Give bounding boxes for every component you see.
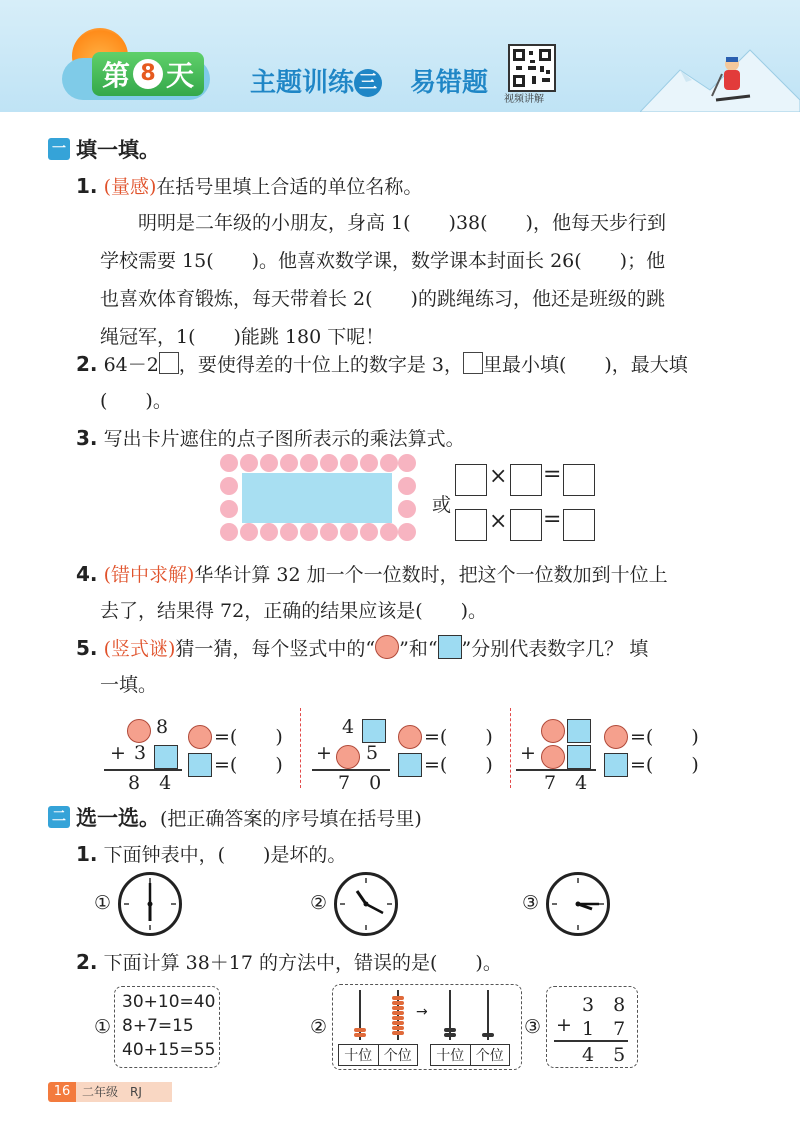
puzzle-1-mid: 3 bbox=[134, 742, 147, 764]
dot bbox=[280, 454, 298, 472]
skier-mountain-illustration bbox=[640, 40, 800, 112]
divider bbox=[300, 708, 301, 788]
answer-box[interactable] bbox=[563, 509, 595, 541]
puzzle-2-result: 7 0 bbox=[338, 772, 382, 794]
clock-option-1-label[interactable]: ① bbox=[94, 892, 112, 914]
qr-code-icon[interactable] bbox=[508, 44, 556, 92]
s2q1-header bbox=[76, 840, 346, 867]
q1-line-2: 学校需要 15( )。他喜欢数学课，数学课本封面长 26( )；他 bbox=[100, 250, 666, 272]
q5-line-1 bbox=[76, 634, 648, 661]
q4-line-1 bbox=[76, 560, 668, 587]
dot bbox=[240, 523, 258, 541]
section2-icon: 二 bbox=[48, 806, 70, 828]
page-number: 16 bbox=[48, 1082, 76, 1102]
q2-line-1 bbox=[76, 350, 688, 377]
q3-prompt: 写出卡片遮住的点子图所表示的乘法算式。 bbox=[103, 428, 465, 450]
day-badge bbox=[92, 52, 204, 96]
opt1-line-2: 8+7=15 bbox=[122, 1016, 194, 1036]
section2-note: (把正确答案的序号填在括号里) bbox=[160, 808, 422, 830]
q2-box-icon-2 bbox=[463, 352, 483, 374]
puzzle-1-result: 8 4 bbox=[128, 772, 172, 794]
day-prefix: 第 bbox=[101, 59, 130, 92]
q2-part1: 64－2 bbox=[103, 354, 159, 376]
q3-or-label: 或 bbox=[432, 494, 452, 516]
page-title bbox=[250, 62, 382, 99]
circle-symbol-icon bbox=[375, 635, 399, 659]
vertical-plus: + bbox=[556, 1014, 572, 1036]
q1-number: 1. bbox=[76, 174, 98, 198]
q2-line-2: ( )。 bbox=[100, 390, 172, 412]
puzzle-1-plus: + bbox=[110, 742, 126, 764]
puzzle-2-top: 4 bbox=[342, 716, 355, 738]
q5-part2: ”和“ bbox=[399, 638, 438, 660]
q5-part1: 猜一猜，每个竖式中的“ bbox=[175, 638, 376, 660]
s2q2-option-1-label[interactable]: ① bbox=[94, 1016, 112, 1038]
vertical-row-3: 4 5 bbox=[582, 1044, 626, 1066]
puzzle-3-plus: + bbox=[520, 742, 536, 764]
clock-icon-3 bbox=[546, 872, 610, 936]
circle-symbol-icon bbox=[604, 725, 628, 749]
cover-card bbox=[242, 473, 392, 523]
circle-symbol-icon bbox=[398, 725, 422, 749]
dot bbox=[260, 523, 278, 541]
abacus-labels-right bbox=[430, 1044, 510, 1066]
q1-header bbox=[76, 172, 422, 199]
dot bbox=[320, 523, 338, 541]
title-number: 三 bbox=[354, 69, 382, 97]
puzzle-3-result: 7 4 bbox=[544, 772, 588, 794]
square-symbol-icon bbox=[154, 745, 178, 769]
divider bbox=[510, 708, 511, 788]
qr-caption: 视频讲解 bbox=[504, 94, 544, 105]
section2-title: 选一选。 bbox=[76, 806, 160, 830]
q2-part2: ，要使得差的十位上的数字是 3， bbox=[178, 354, 463, 376]
opt1-line-1: 30+10=40 bbox=[122, 992, 216, 1012]
dot bbox=[340, 454, 358, 472]
label-ones: 个位 bbox=[475, 1048, 504, 1064]
puzzle-1-answer-square[interactable]: =( ) bbox=[214, 754, 283, 776]
dot bbox=[360, 523, 378, 541]
dot bbox=[398, 523, 416, 541]
q5-line-2: 一填。 bbox=[100, 674, 158, 696]
label-tens: 十位 bbox=[339, 1045, 379, 1065]
grade-label: 二年级 RJ bbox=[76, 1082, 172, 1102]
equals-sign: = bbox=[543, 462, 562, 487]
section1-icon: 一 bbox=[48, 138, 70, 160]
dot bbox=[300, 454, 318, 472]
answer-box[interactable] bbox=[563, 464, 595, 496]
q3-header bbox=[76, 424, 465, 451]
square-symbol-icon bbox=[567, 719, 591, 743]
puzzle-1-top: 8 bbox=[156, 716, 169, 738]
answer-box[interactable] bbox=[455, 464, 487, 496]
times-sign: × bbox=[489, 464, 508, 489]
q4-text-1: 华华计算 32 加一个一位数时，把这个一位数加到十位上 bbox=[194, 564, 668, 586]
q5-number: 5. bbox=[76, 636, 98, 660]
q2-part3: 里最小填( )，最大填 bbox=[482, 354, 688, 376]
abacus-labels-left bbox=[338, 1044, 418, 1066]
q1-line-4: 绳冠军，1( )能跳 180 下呢！ bbox=[100, 326, 385, 348]
q1-line-1: 明明是二年级的小朋友，身高 1( )38( )，他每天步行到 bbox=[100, 212, 666, 234]
s2q1-prompt: 下面钟表中，( )是坏的。 bbox=[103, 844, 347, 866]
circle-symbol-icon bbox=[188, 725, 212, 749]
s2q1-number: 1. bbox=[76, 842, 98, 866]
puzzle-2-answer-square[interactable]: =( ) bbox=[424, 754, 493, 776]
label-ones: 个位 bbox=[383, 1048, 412, 1064]
clock-option-3-label[interactable]: ③ bbox=[522, 892, 540, 914]
square-symbol-icon bbox=[188, 753, 212, 777]
q4-number: 4. bbox=[76, 562, 98, 586]
dot bbox=[220, 523, 238, 541]
answer-box[interactable] bbox=[510, 464, 542, 496]
q4-tag: (错中求解) bbox=[103, 564, 195, 586]
circle-symbol-icon bbox=[541, 745, 565, 769]
dot bbox=[398, 500, 416, 518]
section1-title: 填一填。 bbox=[76, 138, 160, 162]
q2-box-icon bbox=[159, 352, 179, 374]
dot bbox=[280, 523, 298, 541]
dot bbox=[260, 454, 278, 472]
q1-tag: (量感) bbox=[103, 176, 157, 198]
square-symbol-icon bbox=[438, 635, 462, 659]
day-suffix: 天 bbox=[166, 59, 195, 92]
dot bbox=[380, 454, 398, 472]
dot bbox=[220, 477, 238, 495]
puzzle-1-answer-circle[interactable]: =( ) bbox=[214, 726, 283, 748]
q4-line-2: 去了，结果得 72，正确的结果应该是( )。 bbox=[100, 600, 488, 622]
dot bbox=[220, 500, 238, 518]
vertical-row-2: 1 7 bbox=[582, 1018, 626, 1040]
dot bbox=[220, 454, 238, 472]
square-symbol-icon bbox=[362, 719, 386, 743]
s2q2-option-2-label[interactable]: ② bbox=[310, 1016, 328, 1038]
dot bbox=[320, 454, 338, 472]
title-main: 主题训练 bbox=[250, 68, 355, 98]
dot bbox=[340, 523, 358, 541]
square-symbol-icon bbox=[398, 753, 422, 777]
q5-part3: ”分别代表数字几？ 填 bbox=[461, 638, 649, 660]
s2q2-header bbox=[76, 948, 502, 975]
q3-number: 3. bbox=[76, 426, 98, 450]
times-sign: × bbox=[489, 509, 508, 534]
dot bbox=[380, 523, 398, 541]
label-tens: 十位 bbox=[431, 1045, 471, 1065]
square-symbol-icon bbox=[567, 745, 591, 769]
puzzle-3-answer-circle[interactable]: =( ) bbox=[630, 726, 699, 748]
puzzle-2-answer-circle[interactable]: =( ) bbox=[424, 726, 493, 748]
dot bbox=[300, 523, 318, 541]
arrow-icon: → bbox=[416, 1004, 428, 1020]
circle-symbol-icon bbox=[541, 719, 565, 743]
dot bbox=[240, 454, 258, 472]
dot bbox=[398, 477, 416, 495]
section2-header bbox=[76, 802, 422, 832]
q1-prompt: 在括号里填上合适的单位名称。 bbox=[156, 176, 423, 198]
day-number: 8 bbox=[133, 59, 163, 89]
clock-icon-1 bbox=[118, 872, 182, 936]
s2q2-option-3-label[interactable]: ③ bbox=[524, 1016, 542, 1038]
q2-number: 2. bbox=[76, 352, 98, 376]
answer-box[interactable] bbox=[455, 509, 487, 541]
answer-box[interactable] bbox=[510, 509, 542, 541]
clock-option-2-label[interactable]: ② bbox=[310, 892, 328, 914]
q5-tag: (竖式谜) bbox=[103, 638, 176, 660]
circle-symbol-icon bbox=[127, 719, 151, 743]
puzzle-2-mid: 5 bbox=[366, 742, 379, 764]
opt1-line-3: 40+15=55 bbox=[122, 1040, 216, 1060]
vertical-row-1: 3 8 bbox=[582, 994, 626, 1016]
dot bbox=[360, 454, 378, 472]
dot bbox=[398, 454, 416, 472]
s2q2-prompt: 下面计算 38＋17 的方法中，错误的是( )。 bbox=[103, 952, 502, 974]
q1-line-3: 也喜欢体育锻炼，每天带着长 2( )的跳绳练习，他还是班级的跳 bbox=[100, 288, 665, 310]
circle-symbol-icon bbox=[336, 745, 360, 769]
s2q2-number: 2. bbox=[76, 950, 98, 974]
puzzle-2-plus: + bbox=[316, 742, 332, 764]
page-subtitle: 易错题 bbox=[410, 68, 489, 98]
equals-sign: = bbox=[543, 507, 562, 532]
puzzle-3-answer-square[interactable]: =( ) bbox=[630, 754, 699, 776]
clock-icon-2 bbox=[334, 872, 398, 936]
square-symbol-icon bbox=[604, 753, 628, 777]
